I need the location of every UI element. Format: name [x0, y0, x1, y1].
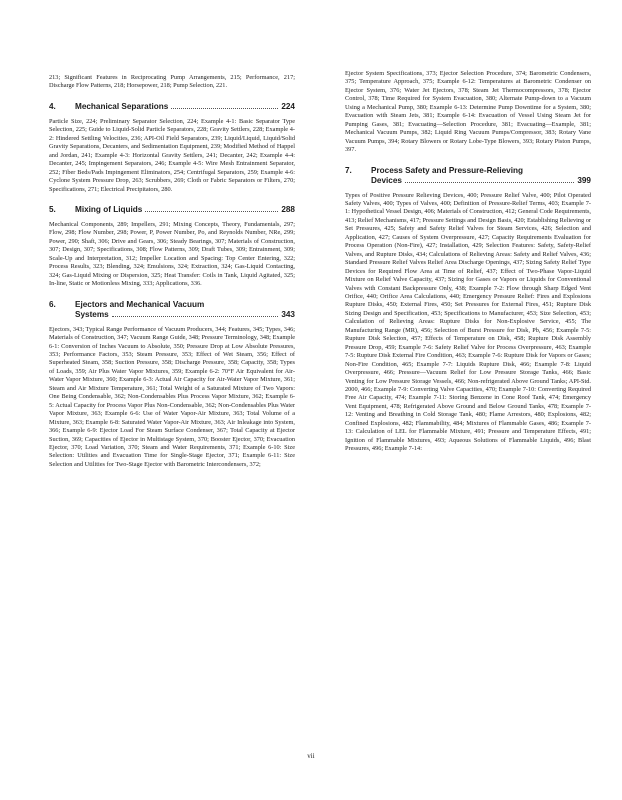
- section-5-body: Mechanical Components, 289; Impellers, 291; Mixing Concepts, Theory, Fundamentals, 297; Flow, 298; Flow Number, 298; Power, P, Power Number, Po, and Reynolds Number, NRe, 299; Power, 290; Shaft, 306; Drive and Gears, 306; Steady Bearings, 307; Materials of Construction, 307; Design, 307; Specifications, 308; Flow Patterns, 309; Draft Tubes, 309; Entrainment, 309; Scale-Up and Interpretation, 312; Impeller Location and Spacing: Top Center Entering, 322; Process Results, 323; Blending, 324; Emulsions, 324; Extraction, 324; Gas-Liquid Contacting, 324; Gas-Liquid Mixing or Dispersion, 325; Heat Transfer: Coils in Tank, Liquid Agitated, 325; In-line, Static or Motionless Mixing, 333; Applications, 336.: [49, 220, 295, 288]
- section-heading[interactable]: [49, 300, 295, 310]
- section-heading[interactable]: [49, 205, 295, 215]
- section-6-body: Ejectors, 343; Typical Range Performance of Vacuum Producers, 344; Features, 345; Types, 346; Materials of Construction, 347; Vacuum Range Guide, 348; Pressure Terminology, 348; Example 6-1: Conversion of Inches Vacuum to Absolute, 350; Pressure Drop at Low Absolute Pressures, 353; Performance Factors, 353; Steam Pressure, 353; Effect of Wet Steam, 356; Effect of Superheated Steam, 358; Suction Pressure, 358; Discharge Pressure, 358; Capacity, 358; Types of Loads, 359; Air Plus Water Vapor Mixtures, 359; Example 6-2: 70°F Air Equivalent for Air-Water Vapor Mixture, 360; Example 6-3: Actual Air Capacity for Air-Water Vapor Mixture, 361; Steam and Air Mixture Temperature, 361; Total Weight of a Saturated Mixture of Two Vapors: One Being Condensable, 362; Non-Condensables Plus Process Vapor Mixture, 362; Example 6-5: Actual Capacity for Process Vapor Plus Non-Condensable, 362; Non-Condensables Plus Water Vapor Mixture, 363; Example 6-6: Use of Water Vapor-Air Mixture, 363; Total Volume of a Mixture, 363; Example 6-8: Saturated Water Vapor-Air Mixture, 363; Air Inleakage into System, 366; Example 6-9: Ejector Load For Steam Surface Condenser, 367; Total Capacity at Ejector Suction, 369; Capacities of Ejector in Multistage System, 370; Booster Ejector, 370; Evacuation Ejector, 370; Load Variation, 370; Steam and Water Requirements, 371; Example 6-10: Size Selection: Utilities and Evacuation Time for Single-Stage Ejector, 371; Example 6-11: Size Selection and Utilities for Two-Stage Ejector with Barometric Intercondensers, 372;: [49, 325, 295, 468]
- right-intro-text: Ejector System Specifications, 373; Ejector Selection Procedure, 374; Barometric Condensers, 375; Temperature Approach, 375; Example 6-12: Temperatures at Barometric Condenser on Ejector System, 376; Water Jet Ejectors, 378; Steam Jet Thermocompressors, 378; Ejector Control, 378; Time Required for System Evacuation, 380; Alternate Pump-down to a Vacuum Using a Mechanical Pump, 380; Example 6-13: Determine Pump Downtime for a System, 380; Evacuation with Steam Jets, 381; Example 6-14: Evacuation of Vessel Using Steam Jet for Pumping Gases, 381; Evacuating—Selection Procedure, 381; Evacuating—Example, 381; Mechanical Vacuum Pumps, 382; Liquid Ring Vacuum Pumps/Compressor, 383; Rotary Vane Vacuum Pumps, 394; Rotary Blowers or Rotary Lobe-Type Blowers, 393; Rotary Piston Pumps, 397.: [345, 70, 591, 154]
- section-title-line-2: Systems: [75, 309, 109, 319]
- section-6: [49, 300, 295, 320]
- dot-leader: [112, 316, 279, 317]
- section-page: 399: [577, 175, 591, 185]
- section-7-body: Types of Positive Pressure Relieving Devices, 400; Pressure Relief Valve, 400; Pilot Operated Safety Valves, 400; Types of Valves, 400; Definition of Pressure-Relief Terms, 403; Example 7-1: Hypothetical Vessel Design, 406; Materials of Construction, 412; General Code Requirements, 413; Relief Mechanisms, 417; Pressure Settings and Design Basis, 420; Establishing Relieving or Set Pressures, 425; Safety and Safety Relief Valves for Steam Services, 426; Selection and Application, 427; Causes of System Overpressure, 427; Capacity Requirements Evaluation for Process Operation (Non-Fire), 427; Installation, 429; Selection Features: Safety, Safety-Relief Valves, and Rupture Disks, 434; Calculations of Relieving Areas: Safety and Relief Valves, 436; Standard Pressure Relief Valves Relief Area Discharge Openings, 437; Sizing Safety Relief Type Devices for Required Flow Area at Time of Relief, 437; Effect of Two-Phase Vapor-Liquid Mixture on Relief Valve Capacity, 437; Sizing for Gases or Vapors or Liquids for Conventional Valves with Constant Backpressure Only, 438; Example 7-2: Flow through Sharp Edged Vent Orifice, 440; Orifice Area Calculations, 440; Emergency Pressure Relief: Fires and Explosions Rupture Disks, 450; External Fires, 450; Set Pressures for External Fires, 451; Rupture Disk Sizing Design and Specification, 453; Specifications to Manufacturer, 453; Size Selection, 453; Calculation of Relieving Areas: Rupture Disks for Non-Explosive Service, 455; The Manufacturing Range (MR), 456; Selection of Burst Pressure for Disk, Pb, 456; Example 7-5: Rupture Disk Selection, 457; Effects of Temperature on Disk, 458; Rupture Disk Assembly Pressure Drop, 459; Example 7-6: Safety Relief Valve for Process Overpressure, 463; Example 7-5: Rupture Disk External Fire Condition, 463; Example 7-6: Rupture Disk for Vapors or Gases; Non-Fire Condition, 465; Example 7-7: Liquids Rupture Disk, 466; Example 7-8: Liquid Overpressure, 466; Pressure—Vacuum Relief for Low Pressure Storage Tanks, 466; Basic Venting for Low Pressure Storage Vessels, 466; Non-refrigerated Above Ground Tanks; API-Std. 2000, 466; Example 7-9: Converting Valve Capacities, 470; Example 7-10: Converting Required Free Air Capacity, 474; Example 7-11: Storing Benzene in Cone Roof Tank, 474; Emergency Vent Equipment, 478; Refrigerated Above Ground and Below Ground Tanks, 478; Example 7-12: Venting and Breathing in Cold Storage Tank, 480; Flame Arrestors, 480; Explosions, 482; Confined Explosions, 482; Flammability, 484; Mixtures of Flammable Gases, 486; Example 7-13: Calculation of LEL for Flammable Mixture, 491; Pressure and Temperature Effects, 491; Ignition of Flammable Mixtures, 493; Aqueous Solutions of Flammable Liquids, 496; Blast Pressures, 496; Example 7-14:: [345, 191, 591, 453]
- section-title-line-2: Devices: [371, 175, 402, 185]
- section-heading-line-2[interactable]: [75, 310, 295, 320]
- section-page: 224: [281, 101, 295, 111]
- left-column: [49, 74, 295, 469]
- section-number: 6.: [49, 299, 56, 309]
- section-title-line-1: Process Safety and Pressure-Relieving: [371, 165, 523, 175]
- section-number: 4.: [49, 101, 56, 111]
- left-intro-text: 213; Significant Features in Reciprocating Pump Arrangements, 215; Performance, 217; Discharge Flow Patterns, 218; Horsepower, 218; Pump Selection, 221.: [49, 74, 295, 90]
- section-title: Mechanical Separations: [75, 101, 169, 111]
- page-number: vii: [307, 752, 315, 760]
- section-4-body: Particle Size, 224; Preliminary Separator Selection, 224; Example 4-1: Basic Separator Type Selection, 225; Guide to Liquid-Solid Particle Separators, 228; Gravity Settlers, 228; Example 4-2: Hindered Settling Velocities, 236; API-Oil Field Separators, 239; Liquid/Liquid, Liquid/Solid Gravity Separations, Decanters, and Sedimentation Equipment, 239; Modified Method of Happel and Jordan, 241; Example 4-3: Horizontal Gravity Settlers, 241; Decanter, 242; Example 4-4: Decanter, 245; Impingement Separators, 246; Example 4-5: Wire Mesh Entrainment Separator, 252; Fiber Beds/Pads Impingement Eliminators, 254; Centrifugal Separators, 259; Example 4-6: Cyclone System Pressure Drop, 263; Scrubbers, 269; Cloth or Fabric Separators or Filters, 270; Specifications, 271; Electrical Precipitators, 280.: [49, 117, 295, 193]
- section-title: Mixing of Liquids: [75, 204, 143, 214]
- dot-leader: [145, 211, 278, 212]
- section-title-line-1: Ejectors and Mechanical Vacuum: [75, 299, 205, 309]
- section-5: [49, 205, 295, 215]
- section-heading[interactable]: [49, 102, 295, 112]
- dot-leader: [171, 108, 278, 109]
- section-4: [49, 102, 295, 112]
- right-column: [345, 70, 591, 454]
- section-heading-line-2[interactable]: [371, 176, 591, 186]
- section-heading[interactable]: [345, 166, 591, 176]
- section-page: 288: [281, 204, 295, 214]
- section-number: 7.: [345, 165, 352, 175]
- dot-leader: [405, 182, 574, 183]
- section-page: 343: [281, 309, 295, 319]
- section-number: 5.: [49, 204, 56, 214]
- section-7: [345, 166, 591, 186]
